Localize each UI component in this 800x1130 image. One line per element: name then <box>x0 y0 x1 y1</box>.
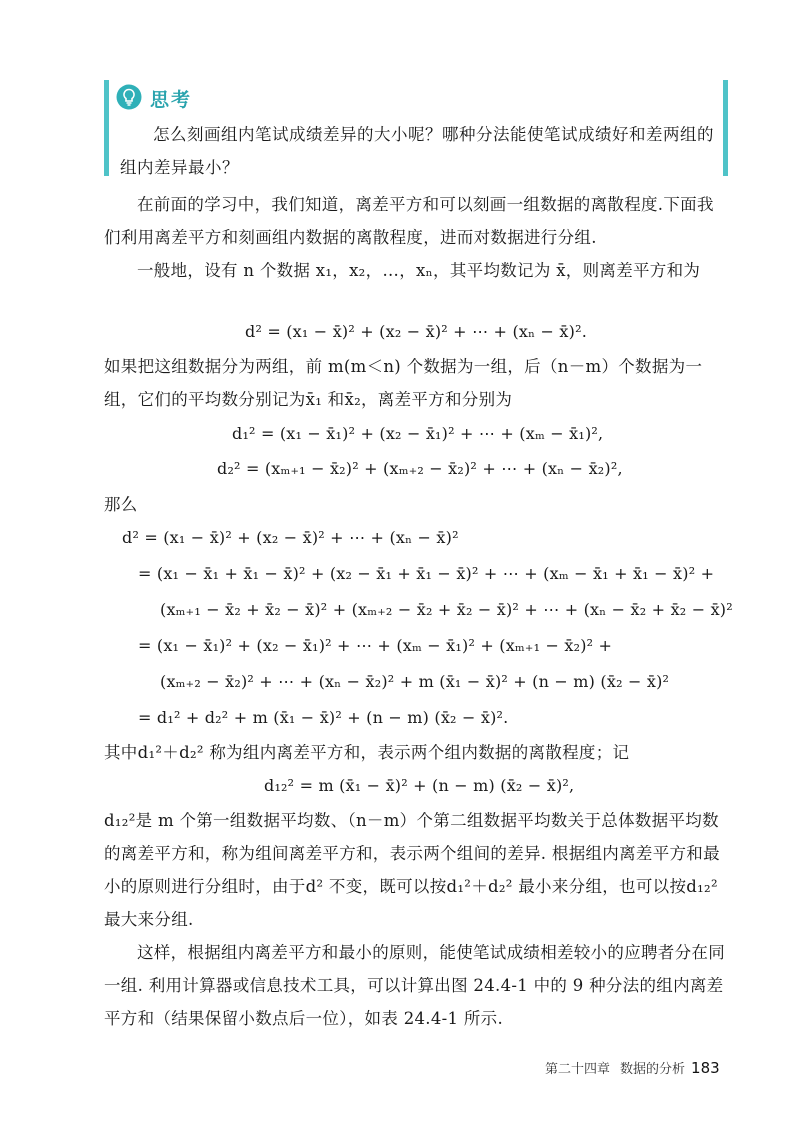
derivation-line-1: d² = (x₁ − x̄)² + (x₂ − x̄)² + ⋯ + (xₙ − x̄)² <box>122 528 459 547</box>
paragraph-within-group: 其中d₁²＋d₂² 称为组内离差平方和，表示两个组内数据的离散程度；记 <box>104 743 630 762</box>
lightbulb-icon <box>116 84 142 110</box>
derivation-line-3: (xₘ₊₁ − x̄₂ + x̄₂ − x̄)² + (xₘ₊₂ − x̄₂ + x̄₂ − x̄)² + ⋯ + (xₙ − x̄₂ + x̄₂ − x̄)² <box>160 600 733 619</box>
footer-title: 数据的分析 <box>620 1062 686 1077</box>
page-footer <box>545 1058 720 1077</box>
paragraph-between-group: d₁₂²是 m 个第一组数据平均数、（n－m）个第二组数据平均数关于总体数据平均数的离差平方和，称为组间离差平方和，表示两个组间的差异. 根据组内离差平方和最小的原则进行分组时，由于d² 不变，既可以按d₁²＋d₂² 最小来分组，也可以按d₁₂²最大来分组. <box>104 811 720 929</box>
think-box-left-bar <box>104 80 109 176</box>
derivation-line-2: = (x₁ − x̄₁ + x̄₁ − x̄)² + (x₂ − x̄₁ + x̄₁ − x̄)² + ⋯ + (xₘ − x̄₁ + x̄₁ − x̄)² + <box>138 564 715 583</box>
derivation-line-5: (xₘ₊₂ − x̄₂)² + ⋯ + (xₙ − x̄₂)² + m (x̄₁ − x̄)² + (n − m) (x̄₂ − x̄)² <box>160 672 670 691</box>
paragraph-split: 如果把这组数据分为两组，前 m(m＜n) 个数据为一组，后（n－m）个数据为一组，它们的平均数分别记为x̄₁ 和x̄₂，离差平方和分别为 <box>104 357 703 409</box>
paragraph-conclusion: 这样，根据组内离差平方和最小的原则，能使笔试成绩相差较小的应聘者分在同一组. 利用计算器或信息技术工具，可以计算出图 24.4-1 中的 9 种分法的组内离差平方和（结果保留小数点后一位），如表 24.4-1 所示. <box>104 943 725 1028</box>
formula-d1: d₁² = (x₁ − x̄₁)² + (x₂ − x̄₁)² + ⋯ + (xₘ − x̄₁)², <box>232 424 604 443</box>
derivation-line-6: = d₁² + d₂² + m (x̄₁ − x̄)² + (n − m) (x̄₂ − x̄)². <box>138 708 509 727</box>
formula-d2: d₂² = (xₘ₊₁ − x̄₂)² + (xₘ₊₂ − x̄₂)² + ⋯ + (xₙ − x̄₂)², <box>217 459 623 478</box>
formula-d12: d₁₂² = m (x̄₁ − x̄)² + (n − m) (x̄₂ − x̄)², <box>264 776 575 795</box>
formula-total-deviation: d² = (x₁ − x̄)² + (x₂ − x̄)² + ⋯ + (xₙ − x̄)². <box>245 322 587 341</box>
think-title: 思考 <box>150 89 193 111</box>
think-question: 怎么刻画组内笔试成绩差异的大小呢？哪种分法能使笔试成绩好和差两组的组内差异最小？ <box>120 125 714 177</box>
derivation-line-4: = (x₁ − x̄₁)² + (x₂ − x̄₁)² + ⋯ + (xₘ − x̄₁)² + (xₘ₊₁ − x̄₂)² + <box>138 636 613 655</box>
footer-chapter: 第二十四章 <box>545 1062 611 1077</box>
paragraph-intro: 在前面的学习中，我们知道，离差平方和可以刻画一组数据的离散程度.下面我们利用离差平方和刻画组内数据的离散程度，进而对数据进行分组. <box>104 195 714 247</box>
think-box <box>104 80 728 176</box>
paragraph-setup: 一般地，设有 n 个数据 x₁，x₂，…，xₙ，其平均数记为 x̄，则离差平方和为 <box>137 261 701 280</box>
paragraph-then: 那么 <box>104 495 138 514</box>
page-number: 183 <box>691 1059 720 1077</box>
think-box-right-bar <box>723 80 728 176</box>
